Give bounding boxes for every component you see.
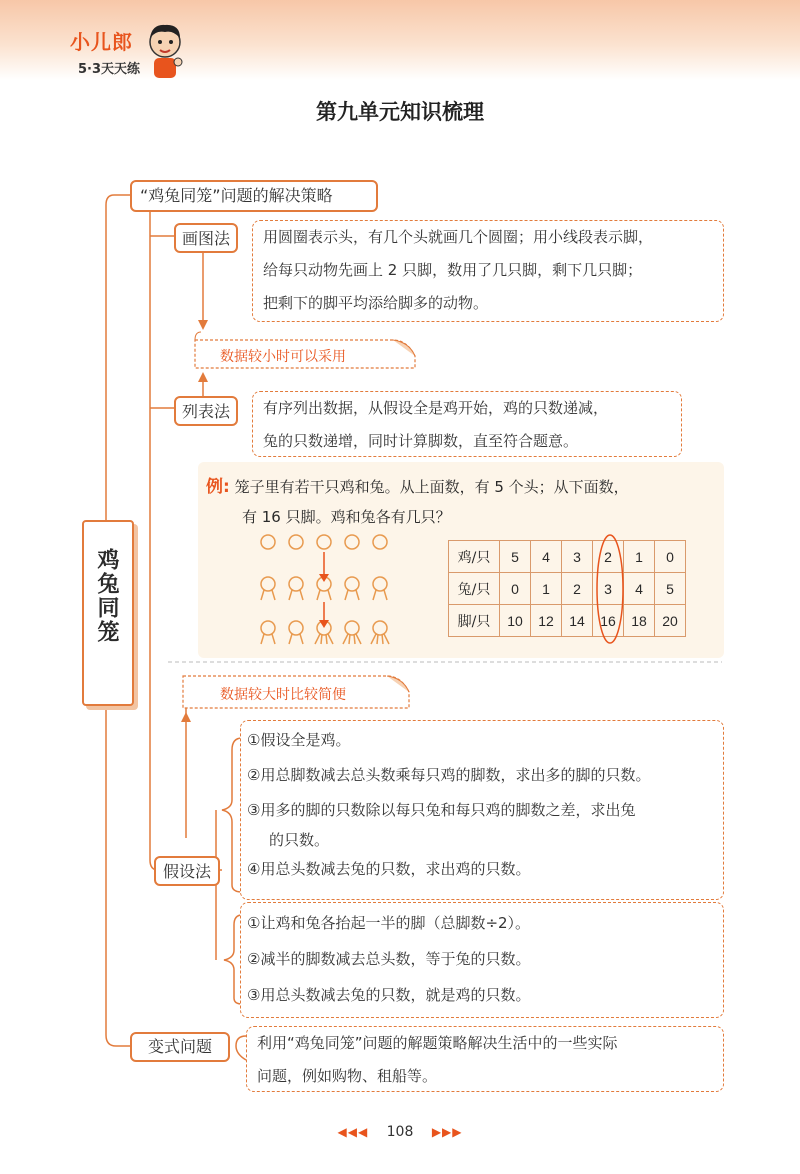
main-topic-box (82, 520, 134, 706)
assume1-step-2: ②用总脚数减去总头数乘每只鸡的脚数，求出多的脚的只数。 (247, 766, 651, 784)
table-cell: 1 (531, 573, 562, 605)
example-table (448, 540, 686, 637)
example-text (206, 472, 716, 532)
assume1-step-4: ④用总头数减去兔的只数，求出鸡的只数。 (247, 860, 531, 878)
brand-logo: 小儿郎 (70, 30, 133, 54)
page-title: 第九单元知识梳理 (316, 100, 484, 124)
table-cell: 0 (655, 541, 686, 573)
section1-title: “鸡兔同笼”问题的解决策略 (140, 186, 333, 205)
section2-title: 变式问题 (147, 1037, 212, 1056)
example-line-2: 有 16 只脚。鸡和兔各有几只？ (242, 508, 451, 526)
section2-desc (246, 1026, 724, 1092)
prev-arrows-icon: ◀◀◀ (337, 1125, 369, 1139)
section2-line-1: 利用“鸡兔同笼”问题的解题策略解决生活中的一些实际 (257, 1034, 618, 1052)
answer-column-highlight (590, 532, 630, 646)
table-cell: 0 (500, 573, 531, 605)
table-cell: 5 (500, 541, 531, 573)
table-cell: 4 (624, 573, 655, 605)
table-cell: 5 (655, 573, 686, 605)
main-topic-label: 鸡兔同笼 (94, 548, 119, 644)
section2-title-box (130, 1032, 230, 1062)
table-method-line-2: 兔的只数递增，同时计算脚数，直至符合题意。 (263, 432, 579, 450)
table-cell: 3 (593, 573, 624, 605)
drawing-line-1: 用圆圈表示头，有几个头就画几个圆圈；用小线段表示脚， (263, 228, 654, 246)
table-cell: 1 (624, 541, 655, 573)
drawing-line-2: 给每只动物先画上 2 只脚，数用了几只脚，剩下几只脚； (263, 261, 643, 279)
table-cell: 18 (624, 605, 655, 637)
row-head: 鸡/只 (449, 541, 500, 573)
table-cell: 20 (655, 605, 686, 637)
banner-small-text: 数据较小时可以采用 (220, 349, 346, 365)
table-method-line-1: 有序列出数据，从假设全是鸡开始，鸡的只数递减， (263, 399, 609, 417)
table-cell: 14 (562, 605, 593, 637)
method-drawing-label: 画图法 (182, 229, 231, 248)
banner-large-text: 数据较大时比较简便 (220, 687, 346, 703)
example-label: 例: (206, 477, 230, 497)
assume2-step-1: ①让鸡和兔各抬起一半的脚（总脚数÷2）。 (247, 914, 531, 932)
assume1-step-3-cont: 的只数。 (269, 831, 330, 849)
method-table-label-box (174, 396, 238, 426)
heads-and-legs-drawing (256, 530, 406, 646)
assume1-step-3: ③用多的脚的只数除以每只兔和每只鸡的脚数之差，求出兔 (247, 801, 636, 819)
method-assume-label: 假设法 (162, 862, 211, 881)
table-cell: 12 (531, 605, 562, 637)
drawing-line-3: 把剩下的脚平均添给脚多的动物。 (263, 294, 489, 312)
table-cell: 2 (593, 541, 624, 573)
next-arrows-icon: ▶▶▶ (431, 1125, 463, 1139)
brand-subtitle: 5·3天天练 (78, 62, 141, 77)
method-table-label: 列表法 (182, 402, 231, 421)
table-row (449, 541, 686, 573)
section2-line-2: 问题，例如购物、租船等。 (257, 1067, 438, 1085)
example-line-1: 笼子里有若干只鸡和兔。从上面数，有 5 个头；从下面数， (234, 478, 629, 496)
assume1-step-1: ①假设全是鸡。 (247, 731, 351, 749)
page-number: 108 (386, 1124, 414, 1140)
table-cell: 16 (593, 605, 624, 637)
section1-title-box (130, 180, 378, 212)
table-row (449, 605, 686, 637)
row-head: 兔/只 (449, 573, 500, 605)
table-cell: 10 (500, 605, 531, 637)
table-cell: 3 (562, 541, 593, 573)
method-table-desc (252, 391, 682, 457)
example-table-wrap (448, 540, 686, 637)
assume2-step-2: ②减半的脚数减去总头数，等于兔的只数。 (247, 950, 531, 968)
table-cell: 4 (531, 541, 562, 573)
row-head: 脚/只 (449, 605, 500, 637)
table-row (449, 573, 686, 605)
method-drawing-desc (252, 220, 724, 322)
table-cell: 2 (562, 573, 593, 605)
method-drawing-label-box (174, 223, 238, 253)
assume-method-2 (240, 902, 724, 1018)
assume2-step-3: ③用总头数减去兔的只数，就是鸡的只数。 (247, 986, 531, 1004)
method-assume-label-box (154, 856, 220, 886)
assume-method-1 (240, 720, 724, 900)
page-footer (0, 1124, 800, 1140)
